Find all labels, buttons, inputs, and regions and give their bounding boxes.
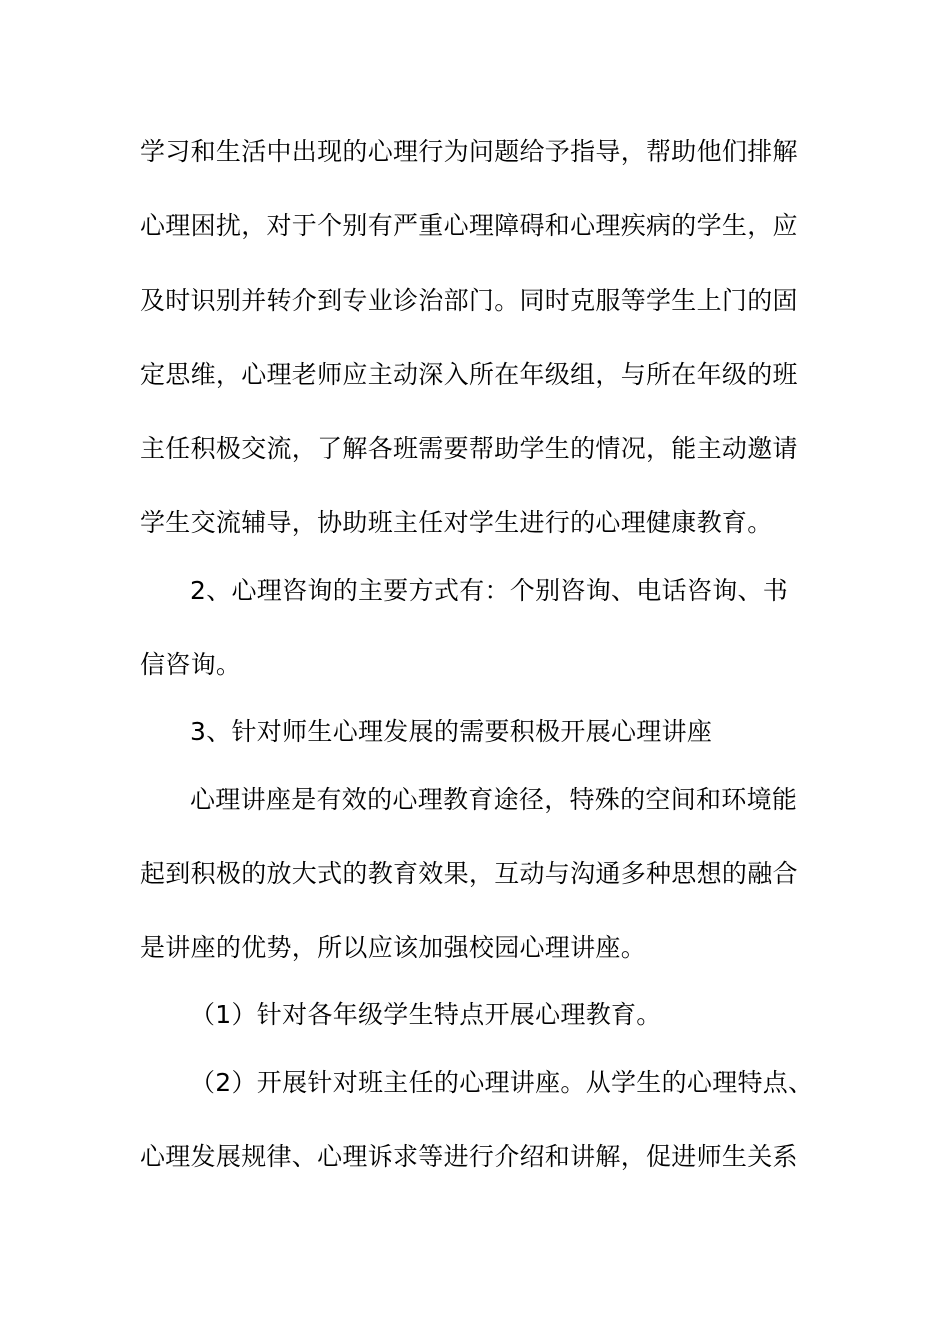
text-line: 及时识别并转介到专业诊治部门。同时克服等学生上门的固 — [140, 286, 798, 315]
text-line: 是讲座的优势，所以应该加强校园心理讲座。 — [140, 933, 647, 962]
text-line: 主任积极交流，了解各班需要帮助学生的情况，能主动邀请 — [140, 434, 798, 463]
text-line: 心理困扰，对于个别有严重心理障碍和心理疾病的学生，应 — [140, 211, 798, 240]
sub-item: （2）开展针对班主任的心理讲座。从学生的心理特点、 — [190, 1068, 814, 1097]
text-line: 起到积极的放大式的教育效果，互动与沟通多种思想的融合 — [140, 859, 798, 888]
list-item-heading: 3、针对师生心理发展的需要积极开展心理讲座 — [190, 717, 713, 746]
paragraph-start: 心理讲座是有效的心理教育途径，特殊的空间和环境能 — [190, 785, 798, 814]
text-line: 学习和生活中出现的心理行为问题给予指导，帮助他们排解 — [140, 137, 798, 166]
text-line: 信咨询。 — [140, 650, 242, 679]
text-line: 定思维，心理老师应主动深入所在年级组，与所在年级的班 — [140, 360, 798, 389]
text-line: 心理发展规律、心理诉求等进行介绍和讲解，促进师生关系 — [140, 1142, 798, 1171]
list-item-heading: 2、心理咨询的主要方式有：个别咨询、电话咨询、书 — [190, 576, 789, 605]
text-line: 学生交流辅导，协助班主任对学生进行的心理健康教育。 — [140, 508, 773, 537]
sub-item: （1）针对各年级学生特点开展心理教育。 — [190, 1000, 662, 1029]
